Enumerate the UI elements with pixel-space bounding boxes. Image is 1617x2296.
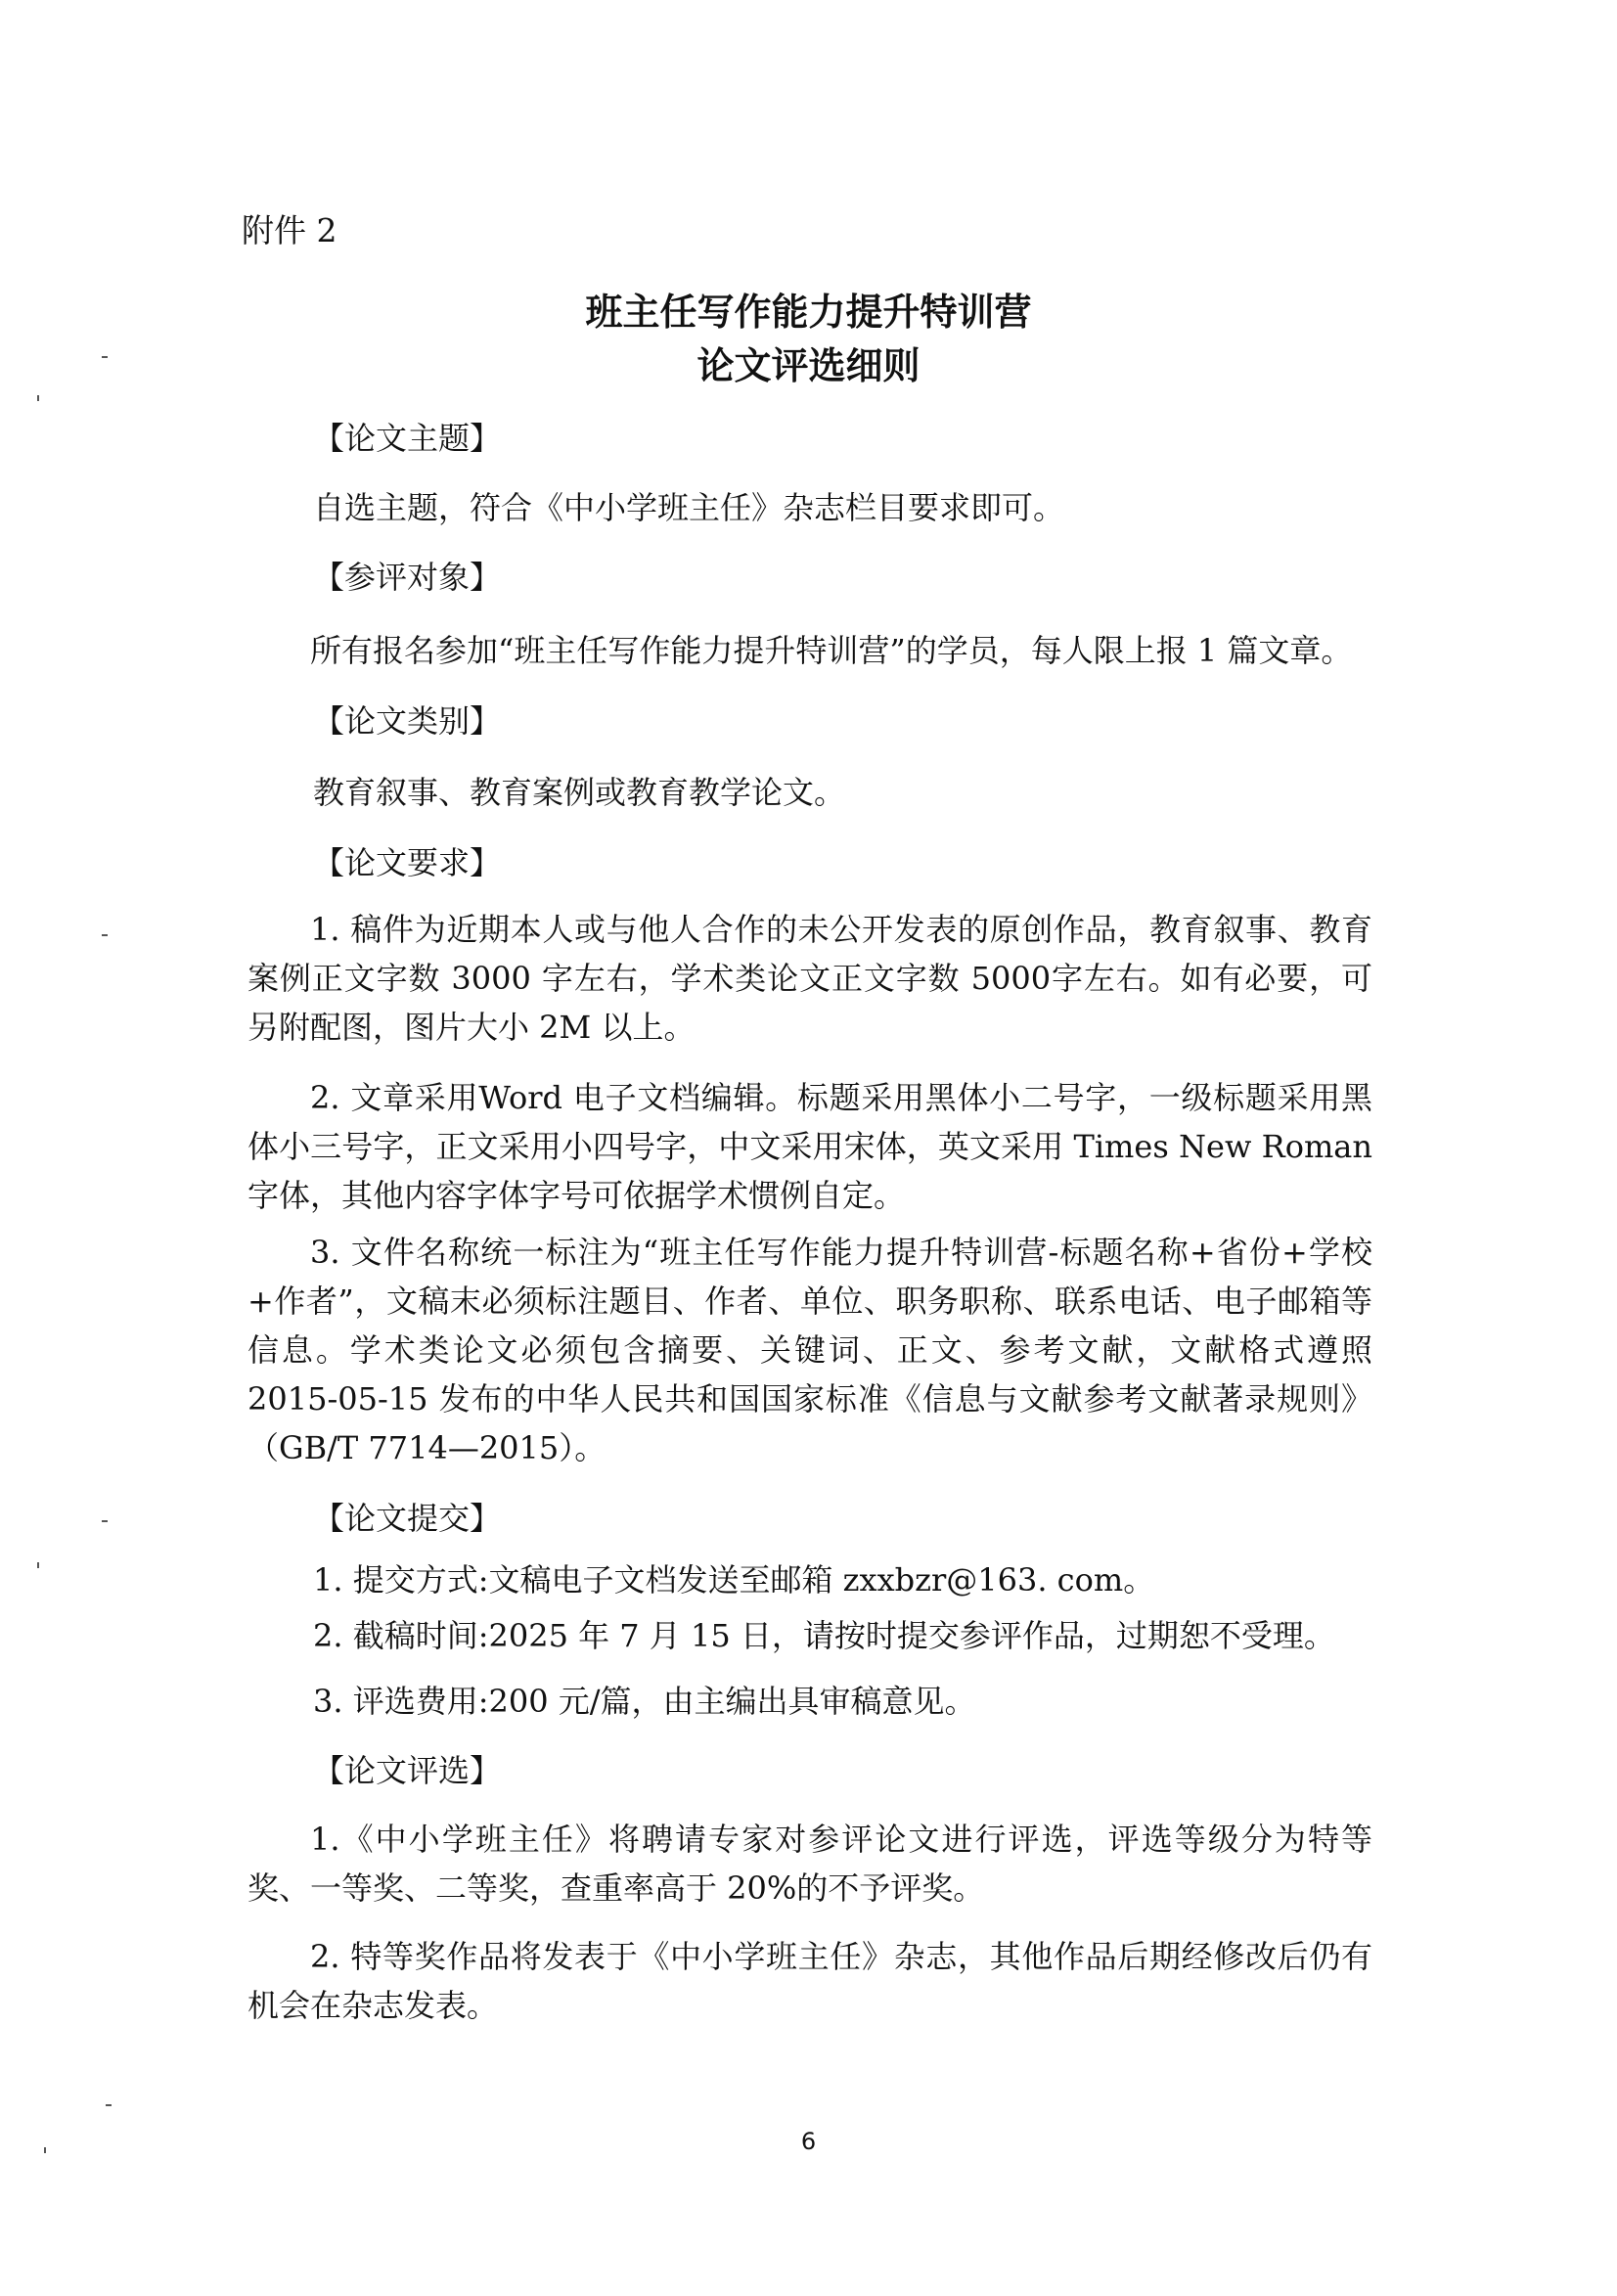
theme-text: 自选主题，符合《中小学班主任》杂志栏目要求即可。 bbox=[313, 489, 1065, 526]
requirement-item-2: 2. 文章采用Word 电子文档编辑。标题采用黑体小二号字，一级标题采用黑体小三号字，正文采用小四号字，中文采用宋体，英文采用 Times New Roman 字体，其他内容字体字号可依据学术惯例自定。 bbox=[247, 1079, 1372, 1214]
document-title: 班主任写作能力提升特训营 bbox=[585, 290, 1032, 334]
submission-item-2: 2. 截稿时间:2025 年 7 月 15 日，请按时提交参评作品，过期恕不受理。 bbox=[313, 1617, 1335, 1654]
scan-mark bbox=[44, 2147, 46, 2153]
requirement-item-1: 1. 稿件为近期本人或与他人合作的未公开发表的原创作品，教育叙事、教育案例正文字数 3000 字左右，学术类论文正文字数 5000字左右。如有必要，可另附配图，图片大小 2M 以上。 bbox=[247, 911, 1372, 1046]
scan-mark bbox=[102, 1520, 108, 1522]
section-heading-theme: 【论文主题】 bbox=[313, 420, 502, 457]
scan-mark bbox=[106, 2104, 112, 2106]
scan-mark bbox=[102, 934, 108, 936]
document-subtitle: 论文评选细则 bbox=[696, 343, 921, 387]
scan-mark bbox=[102, 356, 108, 358]
attachment-label: 附件 2 bbox=[242, 211, 337, 249]
participants-text: 所有报名参加“班主任写作能力提升特训营”的学员，每人限上报 1 篇文章。 bbox=[310, 632, 1353, 669]
section-heading-evaluation: 【论文评选】 bbox=[313, 1752, 502, 1789]
scan-mark bbox=[37, 1562, 39, 1568]
section-heading-requirements: 【论文要求】 bbox=[313, 844, 502, 881]
section-heading-category: 【论文类别】 bbox=[313, 702, 502, 740]
submission-item-1: 1. 提交方式:文稿电子文档发送至邮箱 zxxbzr@163. com。 bbox=[313, 1561, 1155, 1598]
page-number: 6 bbox=[800, 2128, 817, 2155]
section-heading-submission: 【论文提交】 bbox=[313, 1500, 502, 1537]
evaluation-item-1: 1.《中小学班主任》将聘请专家对参评论文进行评选，评选等级分为特等奖、一等奖、二等奖，查重率高于 20%的不予评奖。 bbox=[247, 1821, 1372, 1907]
category-text: 教育叙事、教育案例或教育教学论文。 bbox=[313, 774, 846, 811]
scan-mark bbox=[37, 395, 39, 401]
section-heading-participants: 【参评对象】 bbox=[313, 559, 502, 596]
evaluation-item-2: 2. 特等奖作品将发表于《中小学班主任》杂志，其他作品后期经修改后仍有机会在杂志发表。 bbox=[247, 1938, 1372, 2024]
requirement-item-3: 3. 文件名称统一标注为“班主任写作能力提升特训营-标题名称+省份+学校+作者”，文稿末必须标注题目、作者、单位、职务职称、联系电话、电子邮箱等信息。学术类论文必须包含摘要、关键词、正文、参考文献，文献格式遵照 2015-05-15 发布的中华人民共和国国家标准《信息与文献参考文献著录规则》（GB/T 7714—2015）。 bbox=[247, 1234, 1372, 1466]
submission-item-3: 3. 评选费用:200 元/篇，由主编出具审稿意见。 bbox=[313, 1683, 976, 1720]
